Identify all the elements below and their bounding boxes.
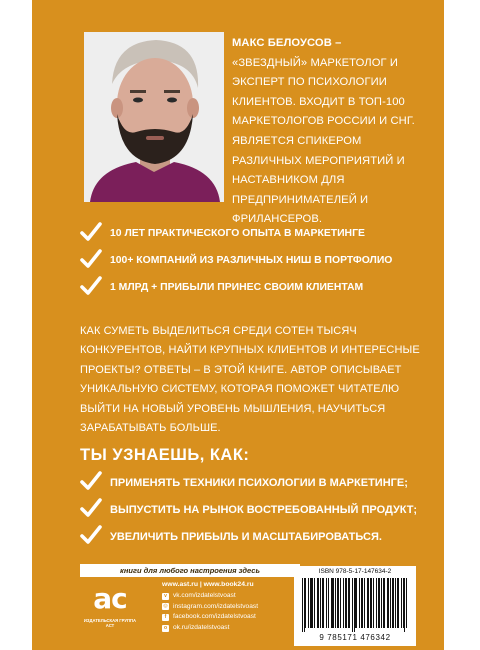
isbn-label: ISBN 978-5-17-147634-2 (318, 568, 392, 575)
publisher-tagline: книги для любого настроения здесь (80, 564, 300, 577)
author-photo (84, 32, 224, 202)
fact-item (80, 253, 440, 280)
description-line: УНИКАЛЬНУЮ СИСТЕМУ, КОТОРАЯ ПОМОЖЕТ ЧИТАТЕЛЮ (80, 383, 400, 396)
bio-line: НАСТАВНИКОМ ДЛЯ (232, 174, 345, 187)
social-link (162, 591, 312, 602)
description-line: ВЫЙТИ НА НОВЫЙ УРОВЕНЬ МЫШЛЕНИЯ, НАУЧИТЬСЯ (80, 402, 386, 415)
learn-heading: ТЫ УЗНАЕШЬ, КАК: (80, 446, 250, 464)
fact-item (80, 280, 440, 307)
skill-item (80, 502, 440, 529)
description-line: КОНКУРЕНТОВ, НАЙТИ КРУПНЫХ КЛИЕНТОВ И ИНТЕРЕСНЫЕ (80, 344, 420, 357)
bio-line: «ЗВЕЗДНЫЙ» МАРКЕТОЛОГ И (232, 56, 399, 69)
barcode-panel (294, 566, 416, 646)
author-name: МАКС БЕЛОУСОВ – (232, 37, 342, 49)
bio-line: ЯВЛЯЕТСЯ СПИКЕРОМ (232, 134, 362, 147)
social-text: vk.com/izdatelstvoast (173, 591, 236, 599)
publisher-logo (80, 584, 140, 646)
barcode (302, 578, 408, 632)
author-facts-list (80, 226, 440, 307)
skill-item (80, 529, 440, 556)
skills-list (80, 475, 440, 556)
fact-text: 100+ КОМПАНИЙ ИЗ РАЗЛИЧНЫХ НИШ В ПОРТФОЛИО (110, 255, 393, 266)
vk-icon: v (162, 593, 169, 600)
bio-line: МАРКЕТОЛОГОВ РОССИИ И СНГ. (232, 115, 415, 128)
checkmark-icon (80, 498, 102, 523)
logo-mark: ac (93, 582, 127, 615)
bio-line: РАЗЛИЧНЫХ МЕРОПРИЯТИЙ И (232, 154, 405, 167)
facebook-icon: f (162, 614, 169, 621)
bio-line: КЛИЕНТОВ. ВХОДИТ В ТОП-100 (232, 95, 405, 108)
bio-line: ЭКСПЕРТ ПО ПСИХОЛОГИИ (232, 76, 387, 89)
logo-caption: ИЗДАТЕЛЬСКАЯ ГРУППА АСТ (83, 618, 137, 628)
social-text: ok.ru/izdatelstvoast (173, 624, 230, 632)
social-link (162, 623, 312, 634)
skill-text: ВЫПУСТИТЬ НА РЫНОК ВОСТРЕБОВАННЫЙ ПРОДУКТ; (110, 504, 418, 516)
social-link (162, 602, 312, 613)
book-back-cover (32, 0, 444, 650)
fact-text: 10 ЛЕТ ПРАКТИЧЕСКОГО ОПЫТА В МАРКЕТИНГЕ (110, 228, 365, 239)
checkmark-icon (80, 525, 102, 550)
social-link (162, 612, 312, 623)
skill-item (80, 475, 440, 502)
barcode-number: 9 785171 476342 (319, 633, 391, 642)
instagram-icon: ◎ (163, 603, 168, 610)
fact-item (80, 226, 440, 253)
description-line: КАК СУМЕТЬ ВЫДЕЛИТЬСЯ СРЕДИ СОТЕН ТЫСЯЧ (80, 325, 357, 337)
social-text: instagram.com/izdatelstvoast (173, 602, 259, 610)
bio-line: ФРИЛАНСЕРОВ. (232, 213, 323, 226)
checkmark-icon (80, 471, 102, 496)
fact-text: 1 МЛРД + ПРИБЫЛИ ПРИНЕС СВОИМ КЛИЕНТАМ (110, 282, 364, 293)
author-bio (232, 34, 432, 230)
skill-text: УВЕЛИЧИТЬ ПРИБЫЛЬ И МАСШТАБИРОВАТЬСЯ. (110, 531, 382, 543)
social-text: facebook.com/izdatelstvoast (173, 613, 256, 621)
bio-line: ПРЕДПРИНИМАТЕЛЕЙ И (232, 193, 369, 206)
checkmark-icon (80, 222, 102, 248)
publisher-website: www.ast.ru | www.book24.ru (162, 581, 254, 588)
skill-text: ПРИМЕНЯТЬ ТЕХНИКИ ПСИХОЛОГИИ В МАРКЕТИНГЕ; (110, 477, 408, 489)
publisher-contacts (162, 580, 312, 634)
description-line: ПРОЕКТЫ? ОТВЕТЫ – В ЭТОЙ КНИГЕ. АВТОР ОПИСЫВАЕТ (80, 363, 402, 376)
odnoklassniki-icon: o (163, 625, 168, 632)
checkmark-icon (80, 276, 102, 302)
book-description (80, 322, 420, 438)
checkmark-icon (80, 249, 102, 275)
description-line: ЗАРАБАТЫВАТЬ БОЛЬШЕ. (80, 422, 221, 435)
